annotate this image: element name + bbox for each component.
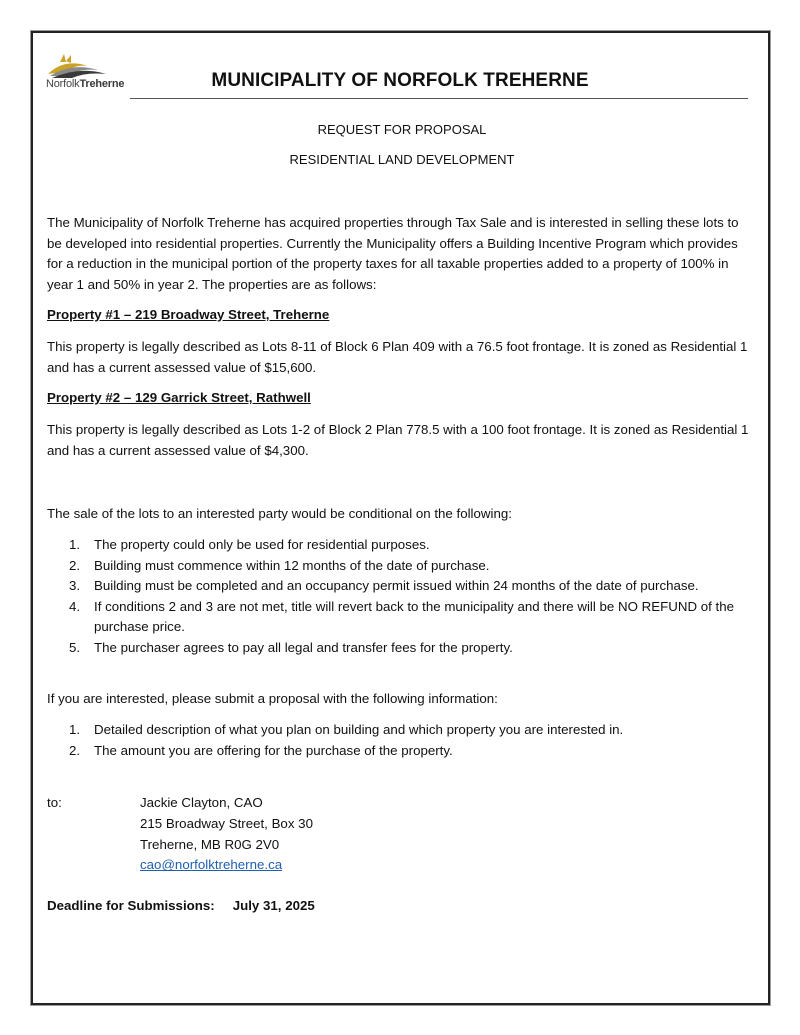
header-divider — [130, 98, 748, 99]
list-item — [47, 638, 759, 659]
intro-paragraph: The Municipality of Norfolk Treherne has acquired properties through Tax Sale and is interested in selling these lots to be developed into residential properties. Currently the Municipality offers a Building Incentive Program which provides for a reduction in the municipal portion of the property taxes for all taxable properties added to a property of 100% in year 1 and 50% in year 2. The properties are as follows: — [47, 215, 739, 292]
conditions-list — [47, 535, 759, 659]
list-number: 3. — [69, 578, 81, 594]
contact-city: Treherne, MB R0G 2V0 — [140, 836, 280, 852]
list-number: 2. — [69, 557, 81, 573]
municipality-logo — [46, 52, 130, 92]
list-number: 5. — [69, 639, 81, 655]
contact-street: 215 Broadway Street, Box 30 — [140, 815, 313, 831]
list-item — [47, 556, 759, 577]
list-text: The purchaser agrees to pay all legal and transfer fees for the property. — [94, 639, 513, 655]
deadline-date: July 31, 2025 — [232, 898, 315, 913]
list-item — [47, 597, 759, 638]
contact-label: to: — [47, 795, 62, 810]
list-text: Building must commence within 12 months of the date of purchase. — [94, 557, 490, 573]
contact-email-link[interactable]: cao@norfolktreherne.ca — [140, 857, 283, 873]
proposal-intro: If you are interested, please submit a proposal with the following information: — [47, 691, 498, 706]
list-number: 1. — [69, 537, 81, 552]
list-item — [47, 576, 759, 597]
list-text: Detailed description of what you plan on building and which property you are interested in. — [94, 722, 624, 737]
list-item — [47, 720, 759, 741]
list-text: Building must be completed and an occupancy permit issued within 24 months of the date of purchase. — [94, 578, 699, 594]
logo-word-norfolk: Norfolk — [46, 78, 80, 90]
proposal-list — [47, 720, 759, 761]
deadline — [47, 898, 315, 913]
list-text: The property could only be used for residential purposes. — [94, 537, 430, 552]
conditions-intro: The sale of the lots to an interested party would be conditional on the following: — [47, 506, 512, 521]
property-1-heading: Property #1 – 219 Broadway Street, Treherne — [47, 307, 330, 322]
list-number: 1. — [69, 722, 81, 737]
logo-landscape-icon — [46, 52, 130, 80]
list-item — [47, 741, 759, 762]
contact-name: Jackie Clayton, CAO — [140, 795, 263, 810]
logo-wordmark — [46, 78, 124, 90]
property-2-heading: Property #2 – 129 Garrick Street, Rathwell — [47, 390, 311, 405]
property-2-description: This property is legally described as Lots 1-2 of Block 2 Plan 778.5 with a 100 foot frontage. It is zoned as Residential 1 and has a current assessed value of $4,300. — [47, 422, 749, 458]
property-1-description: This property is legally described as Lots 8-11 of Block 6 Plan 409 with a 76.5 foot frontage. It is zoned as Residential 1 and has a current assessed value of $15,600. — [47, 339, 748, 375]
logo-word-treherne: Treherne — [79, 78, 125, 90]
list-item — [47, 535, 759, 556]
list-number: 2. — [69, 742, 81, 758]
rfp-subheading: RESIDENTIAL LAND DEVELOPMENT — [289, 152, 515, 167]
list-number: 4. — [69, 598, 81, 614]
deadline-label: Deadline for Submissions: — [47, 898, 215, 913]
page-title: MUNICIPALITY OF NORFOLK TREHERNE — [211, 70, 589, 91]
list-text: If conditions 2 and 3 are not met, title will revert back to the municipality and there will be NO REFUND of the purchase price. — [94, 598, 735, 635]
rfp-heading: REQUEST FOR PROPOSAL — [317, 122, 487, 137]
list-text: The amount you are offering for the purchase of the property. — [94, 742, 453, 758]
